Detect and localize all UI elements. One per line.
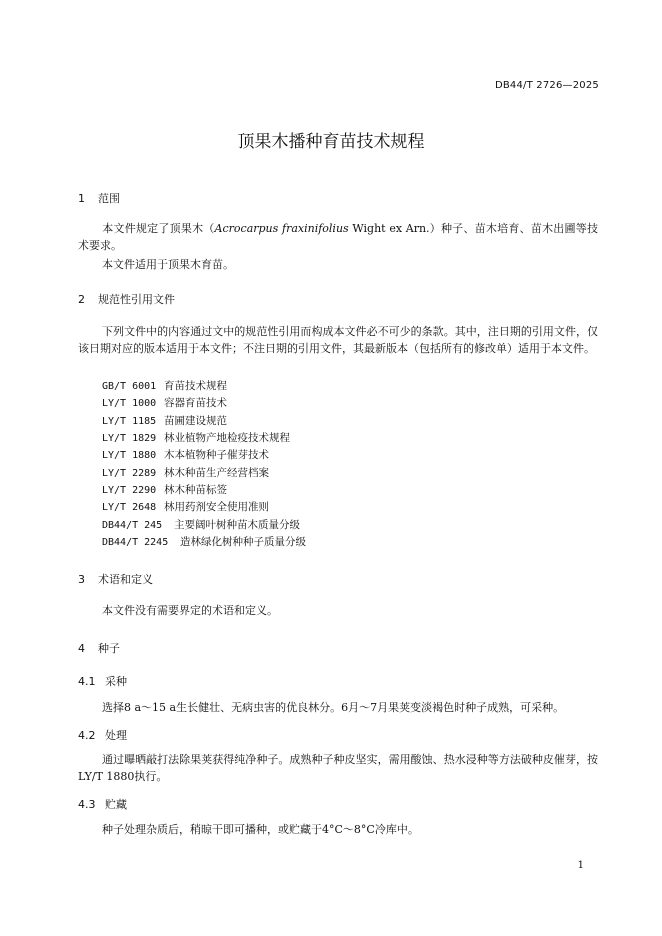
section-number: 4: [78, 642, 85, 655]
subsection-4-2-paragraph: 通过曝晒敲打法除果荚获得纯净种子。成熟种子种皮坚实，需用酸蚀、热水浸种等方法破种皮催芽，按LY/T 1880执行。: [78, 753, 598, 783]
page-number: 1: [577, 860, 584, 871]
section-title: 规范性引用文件: [98, 293, 175, 306]
section-2-heading: [78, 291, 175, 307]
subsection-number: 4.2: [78, 729, 96, 742]
reference-item: LY/T 1185 苗圃建设规范: [102, 415, 227, 427]
reference-item: DB44/T 245 主要阔叶树种苗木质量分级: [102, 519, 300, 531]
reference-item: LY/T 1000 容器育苗技术: [102, 397, 227, 409]
section-title: 范围: [98, 192, 120, 205]
section-number: 1: [78, 192, 85, 205]
section-4-heading: [78, 640, 120, 656]
subsection-4-1-paragraph: 选择8 a～15 a生长健壮、无病虫害的优良林分。6月～7月果荚变淡褐色时种子成熟，可采种。: [102, 701, 565, 714]
subsection-4-3-paragraph: 种子处理杂质后，稍晾干即可播种，或贮藏于4°C～8°C冷库中。: [102, 823, 419, 836]
reference-item: DB44/T 2245 造林绿化树种种子质量分级: [102, 536, 306, 548]
standard-code: DB44/T 2726—2025: [494, 80, 599, 91]
reference-item: LY/T 2648 林用药剂安全使用准则: [102, 501, 269, 513]
section-1-heading: [78, 190, 120, 206]
latin-name: Acrocarpus fraxinifolius: [214, 222, 349, 235]
reference-item: LY/T 1829 林业植物产地检疫技术规程: [102, 432, 290, 444]
reference-item: LY/T 2289 林木种苗生产经营档案: [102, 467, 269, 479]
subsection-4-1-heading: [78, 673, 127, 689]
subsection-title: 处理: [105, 729, 127, 742]
section-number: 3: [78, 573, 85, 586]
document-title: 顶果木播种育苗技术规程: [237, 132, 425, 152]
subsection-number: 4.3: [78, 798, 96, 811]
section-1-paragraph-1: 本文件规定了顶果木（Acrocarpus fraxinifolius Wight ex Arn.）种子、苗木培育、苗木出圃等技术要求。: [78, 222, 599, 252]
subsection-4-3-heading: [78, 796, 127, 812]
reference-item: GB/T 6001 育苗技术规程: [102, 380, 227, 392]
subsection-title: 采种: [105, 675, 127, 688]
section-2-paragraph-1: 下列文件中的内容通过文中的规范性引用而构成本文件必不可少的条款。其中，注日期的引用文件，仅该日期对应的版本适用于本文件；不注日期的引用文件，其最新版本（包括所有的修改单）适用于本文件。: [78, 325, 598, 355]
section-3-heading: [78, 571, 153, 587]
section-3-paragraph-1: 本文件没有需要界定的术语和定义。: [102, 604, 278, 617]
subsection-title: 贮藏: [105, 798, 127, 811]
subsection-4-2-heading: [78, 727, 127, 743]
section-title: 种子: [98, 642, 120, 655]
section-title: 术语和定义: [98, 573, 153, 586]
section-number: 2: [78, 293, 85, 306]
subsection-number: 4.1: [78, 675, 96, 688]
reference-item: LY/T 1880 木本植物种子催芽技术: [102, 449, 269, 461]
reference-item: LY/T 2290 林木种苗标签: [102, 484, 227, 496]
section-1-paragraph-2: 本文件适用于顶果木育苗。: [102, 258, 234, 271]
